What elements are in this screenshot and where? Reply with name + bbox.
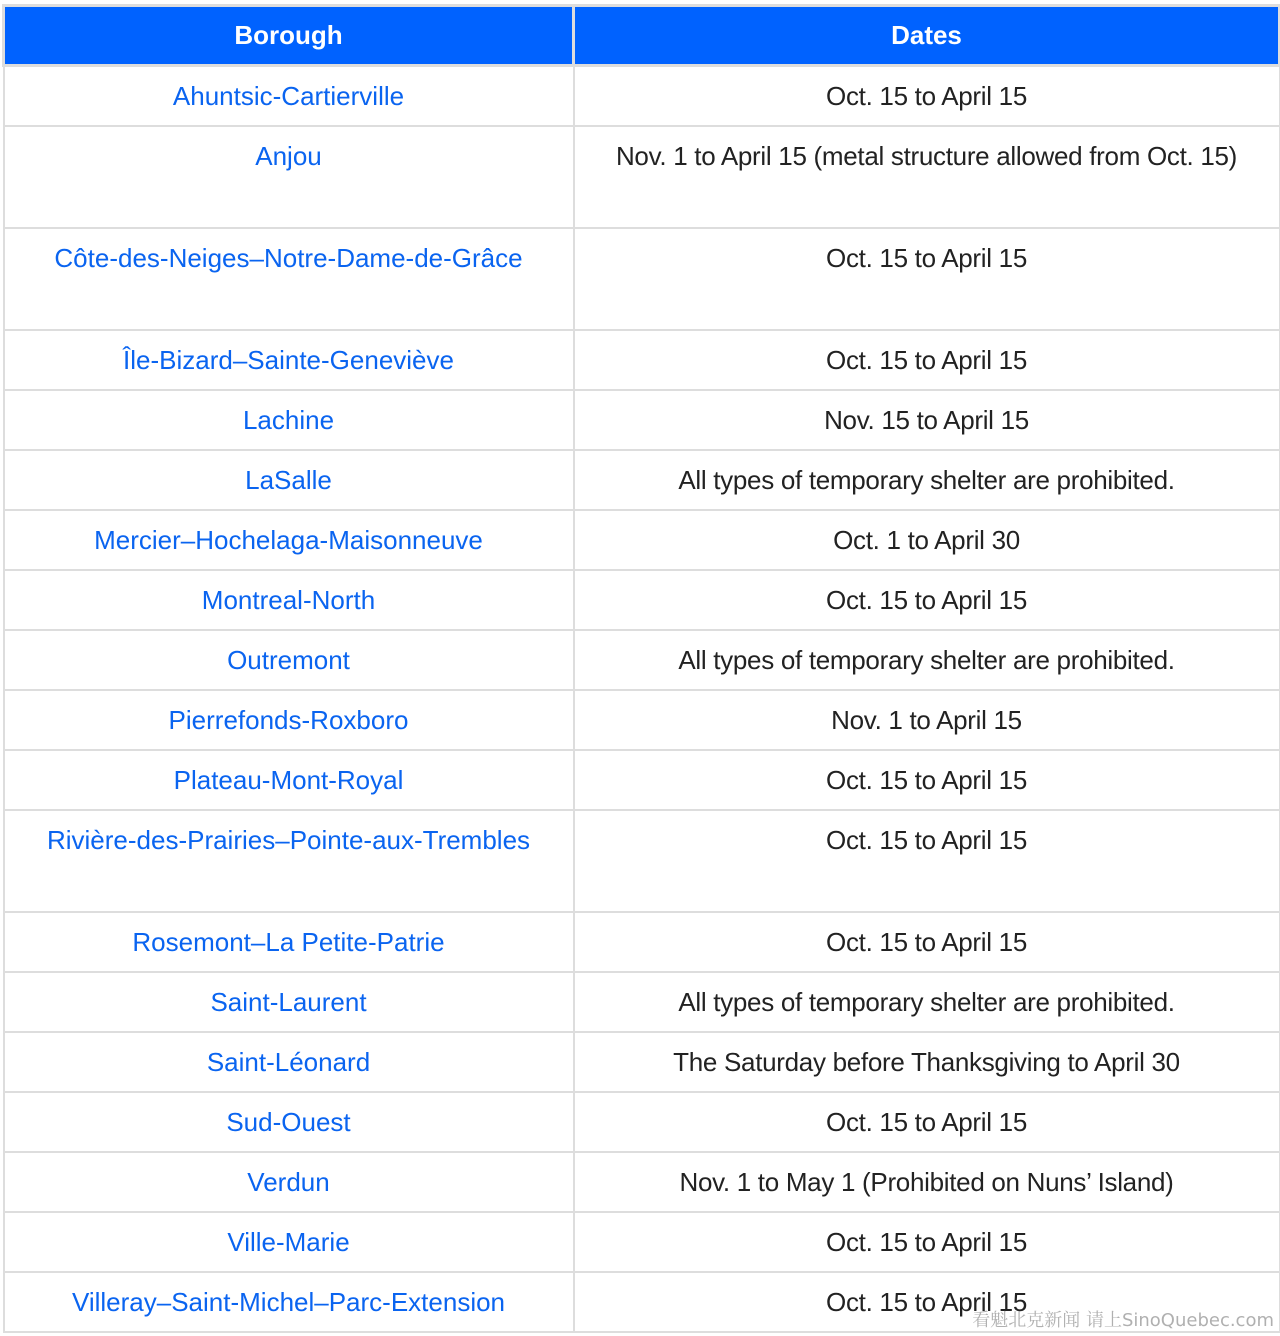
- dates-cell: All types of temporary shelter are prohibited.: [574, 972, 1280, 1032]
- dates-cell: Oct. 15 to April 15: [574, 570, 1280, 630]
- borough-link[interactable]: Île-Bizard–Sainte-Geneviève: [123, 345, 454, 375]
- borough-link[interactable]: Côte-des-Neiges–Notre-Dame-de-Grâce: [54, 243, 523, 273]
- borough-link[interactable]: Ahuntsic-Cartierville: [172, 81, 405, 111]
- dates-cell: The Saturday before Thanksgiving to April 30: [574, 1032, 1280, 1092]
- borough-link[interactable]: Montreal-North: [201, 585, 376, 615]
- table-container: [2, 4, 1278, 1333]
- dates-cell: Oct. 15 to April 15: [574, 1212, 1280, 1272]
- borough-link[interactable]: Ville-Marie: [227, 1227, 350, 1257]
- borough-cell: [4, 570, 574, 630]
- borough-cell: [4, 390, 574, 450]
- watermark: 看魁北克新闻 请上SinoQuebec.com: [972, 1310, 1274, 1331]
- table-row: [4, 810, 1280, 912]
- borough-link[interactable]: Plateau-Mont-Royal: [173, 765, 404, 795]
- borough-link[interactable]: Mercier–Hochelaga-Maisonneuve: [94, 525, 483, 555]
- borough-cell: [4, 66, 574, 127]
- table-row: [4, 510, 1280, 570]
- table-row: [4, 390, 1280, 450]
- borough-link[interactable]: Sud-Ouest: [226, 1107, 351, 1137]
- dates-cell: Oct. 15 to April 15: [574, 1272, 1280, 1332]
- table-row: [4, 1032, 1280, 1092]
- table-row: [4, 912, 1280, 972]
- borough-cell: [4, 972, 574, 1032]
- dates-cell: Oct. 15 to April 15: [574, 66, 1280, 127]
- table-row: [4, 1212, 1280, 1272]
- borough-cell: [4, 228, 574, 330]
- borough-link[interactable]: Saint-Léonard: [206, 1047, 371, 1077]
- dates-cell: Nov. 1 to April 15: [574, 690, 1280, 750]
- dates-cell: Oct. 1 to April 30: [574, 510, 1280, 570]
- column-header-borough: Borough: [4, 6, 574, 66]
- borough-cell: [4, 750, 574, 810]
- dates-cell: Oct. 15 to April 15: [574, 810, 1280, 912]
- borough-link[interactable]: Saint-Laurent: [210, 987, 367, 1017]
- borough-cell: [4, 1212, 574, 1272]
- dates-cell: Nov. 1 to April 15 (metal structure allowed from Oct. 15): [574, 126, 1280, 228]
- table-row: [4, 66, 1280, 127]
- table-row: [4, 750, 1280, 810]
- borough-cell: [4, 126, 574, 228]
- borough-link[interactable]: Rivière-des-Prairies–Pointe-aux-Trembles: [46, 825, 531, 855]
- table-row: [4, 450, 1280, 510]
- dates-cell: Oct. 15 to April 15: [574, 330, 1280, 390]
- borough-cell: [4, 330, 574, 390]
- borough-cell: [4, 912, 574, 972]
- dates-cell: Oct. 15 to April 15: [574, 228, 1280, 330]
- dates-cell: Oct. 15 to April 15: [574, 750, 1280, 810]
- table-row: [4, 126, 1280, 228]
- table-row: [4, 630, 1280, 690]
- borough-cell: [4, 1272, 574, 1332]
- table-row: [4, 1092, 1280, 1152]
- borough-cell: [4, 450, 574, 510]
- dates-cell: All types of temporary shelter are prohibited.: [574, 450, 1280, 510]
- borough-cell: [4, 1092, 574, 1152]
- borough-link[interactable]: Lachine: [242, 405, 335, 435]
- borough-link[interactable]: Pierrefonds-Roxboro: [168, 705, 409, 735]
- borough-cell: [4, 1152, 574, 1212]
- borough-cell: [4, 1032, 574, 1092]
- column-header-dates: Dates: [574, 6, 1280, 66]
- table-row: [4, 690, 1280, 750]
- table-row: [4, 1152, 1280, 1212]
- table-row: [4, 570, 1280, 630]
- borough-link[interactable]: Rosemont–La Petite-Patrie: [132, 927, 445, 957]
- dates-cell: All types of temporary shelter are prohibited.: [574, 630, 1280, 690]
- dates-cell: Nov. 15 to April 15: [574, 390, 1280, 450]
- borough-link[interactable]: Villeray–Saint-Michel–Parc-Extension: [71, 1287, 506, 1317]
- table-header-row: [4, 6, 1280, 66]
- dates-cell: Nov. 1 to May 1 (Prohibited on Nuns’ Island): [574, 1152, 1280, 1212]
- table-row: [4, 330, 1280, 390]
- table-row: [4, 972, 1280, 1032]
- borough-cell: [4, 810, 574, 912]
- borough-cell: [4, 510, 574, 570]
- borough-cell: [4, 630, 574, 690]
- borough-link[interactable]: Outremont: [227, 645, 350, 675]
- borough-cell: [4, 690, 574, 750]
- borough-dates-table: [2, 4, 1280, 1333]
- borough-link[interactable]: Verdun: [247, 1167, 330, 1197]
- borough-link[interactable]: Anjou: [255, 141, 322, 171]
- dates-cell: Oct. 15 to April 15: [574, 912, 1280, 972]
- table-row: [4, 228, 1280, 330]
- borough-link[interactable]: LaSalle: [245, 465, 332, 495]
- dates-cell: Oct. 15 to April 15: [574, 1092, 1280, 1152]
